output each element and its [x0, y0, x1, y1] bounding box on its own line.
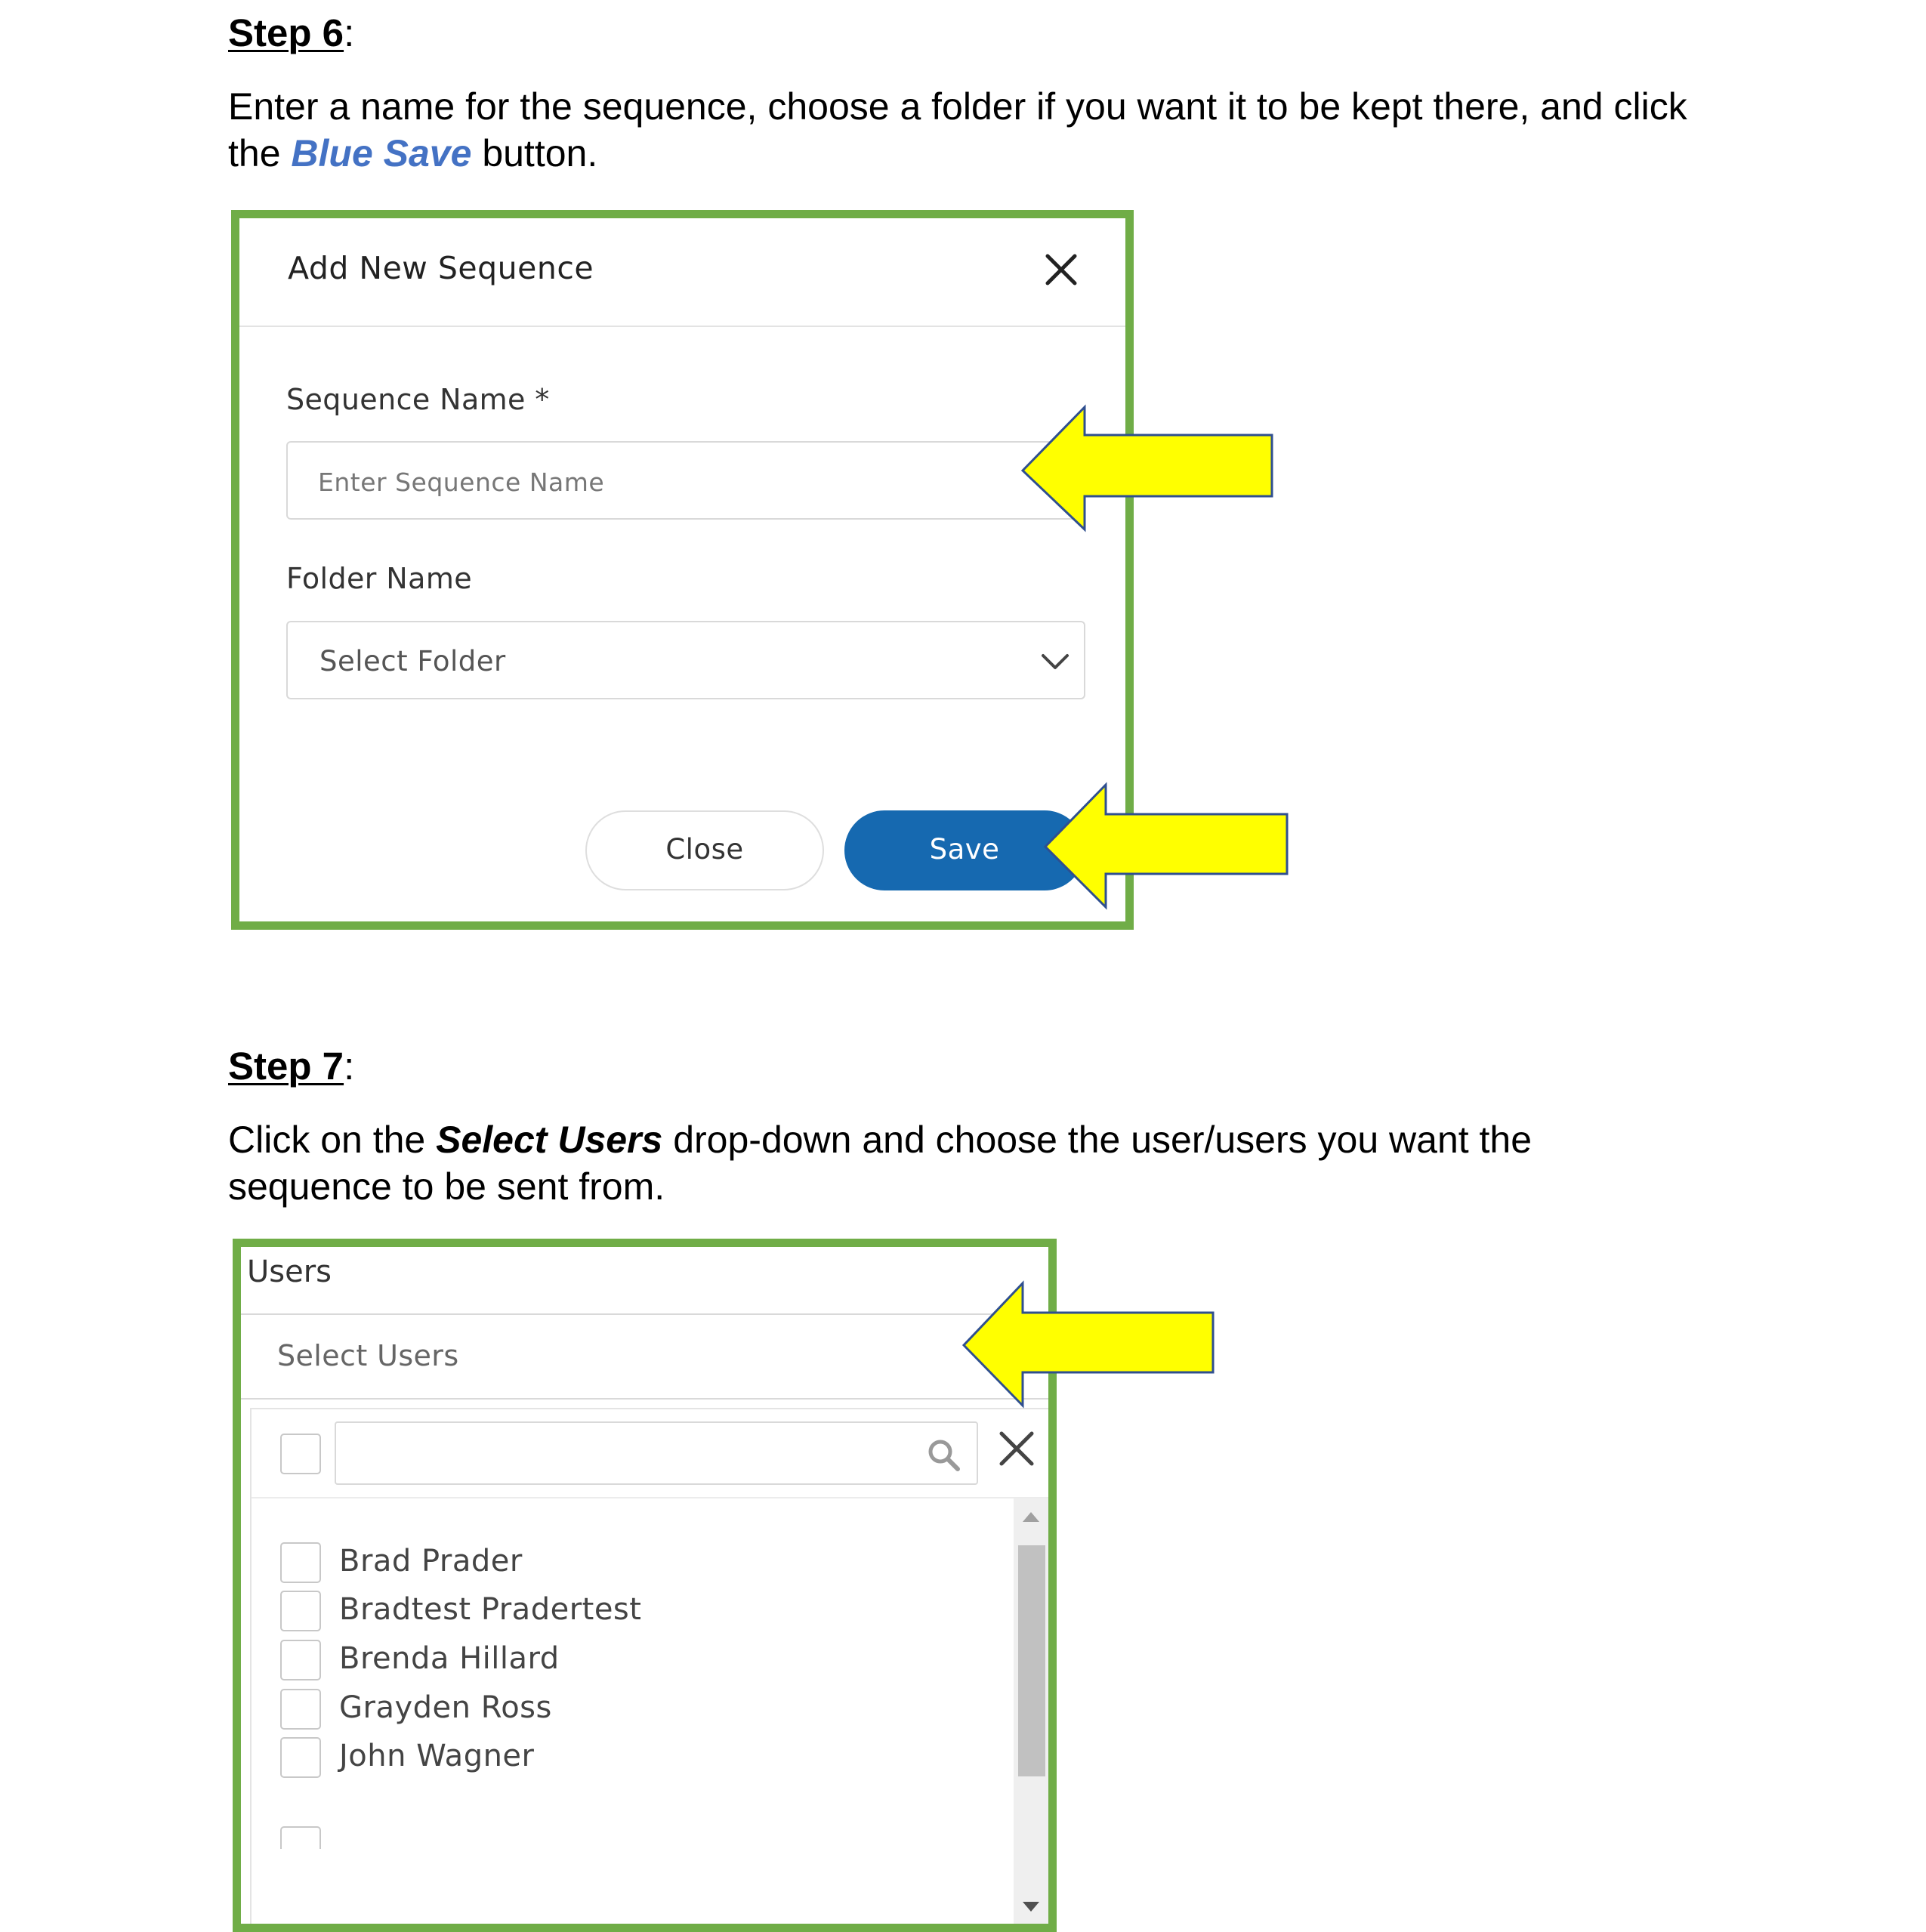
step-6-emphasis: Blue Save — [291, 132, 472, 174]
arrow-pointer-icon — [1020, 404, 1276, 532]
dropdown-divider — [252, 1497, 1048, 1498]
sequence-name-placeholder: Enter Sequence Name — [318, 468, 605, 497]
scrollbar[interactable] — [1014, 1498, 1048, 1924]
users-search-input[interactable] — [335, 1421, 978, 1485]
modal-title: Add New Sequence — [288, 250, 594, 286]
users-panel-screenshot — [233, 1239, 1057, 1932]
step-6-text-after: button. — [471, 132, 598, 174]
user-name: Brad Prader — [339, 1544, 523, 1579]
modal-header — [239, 218, 1125, 327]
step-7-instructions — [228, 1116, 1588, 1210]
user-name: Brenda Hillard — [339, 1641, 560, 1676]
user-name: Bradtest Pradertest — [339, 1592, 642, 1627]
folder-select-value: Select Folder — [319, 645, 506, 677]
search-icon — [925, 1437, 961, 1473]
scroll-thumb[interactable] — [1018, 1545, 1045, 1776]
step-6-instructions — [228, 83, 1739, 177]
scroll-down-icon[interactable] — [1021, 1897, 1041, 1916]
close-button[interactable]: Close — [585, 810, 824, 890]
save-button[interactable]: Save — [844, 810, 1085, 890]
select-all-checkbox[interactable] — [280, 1434, 321, 1474]
partial-checkbox — [280, 1826, 321, 1849]
scroll-up-icon[interactable] — [1021, 1508, 1041, 1527]
sequence-name-label: Sequence Name * — [286, 383, 550, 416]
step-7-text-after: drop-down and choose the user/users you want the sequence to be sent from. — [228, 1119, 1532, 1208]
arrow-pointer-icon — [961, 1280, 1218, 1409]
chevron-down-icon — [1039, 645, 1072, 678]
step-6-heading — [228, 11, 354, 56]
step-7-emphasis: Select Users — [436, 1119, 663, 1161]
user-checkbox[interactable] — [280, 1640, 321, 1680]
users-label: Users — [247, 1255, 332, 1289]
folder-select[interactable] — [286, 621, 1085, 699]
step-6-label: Step 6 — [228, 11, 344, 54]
add-sequence-modal-screenshot — [231, 210, 1134, 930]
sequence-name-input[interactable] — [286, 441, 1085, 520]
clear-icon[interactable] — [995, 1427, 1038, 1470]
step-7-label: Step 7 — [228, 1045, 344, 1088]
folder-name-label: Folder Name — [286, 562, 473, 595]
step-7-text-before: Click on the — [228, 1119, 437, 1161]
users-divider — [241, 1313, 1048, 1315]
arrow-pointer-icon — [1042, 782, 1292, 910]
user-name: Grayden Ross — [339, 1690, 552, 1725]
user-checkbox[interactable] — [280, 1737, 321, 1778]
step-6-colon: : — [344, 11, 355, 54]
select-users-underline — [241, 1398, 1048, 1400]
step-7-heading — [228, 1044, 354, 1089]
step-7-colon: : — [344, 1045, 355, 1088]
user-checkbox[interactable] — [280, 1689, 321, 1730]
user-checkbox[interactable] — [280, 1542, 321, 1583]
user-checkbox[interactable] — [280, 1591, 321, 1631]
users-dropdown-list — [250, 1408, 1048, 1924]
select-users-dropdown[interactable]: Select Users — [277, 1339, 459, 1372]
user-name: John Wagner — [339, 1739, 535, 1773]
step-6-text-before: Enter a name for the sequence, choose a folder if you want it to be kept there, and click the — [228, 85, 1687, 174]
close-icon[interactable] — [1040, 248, 1082, 291]
